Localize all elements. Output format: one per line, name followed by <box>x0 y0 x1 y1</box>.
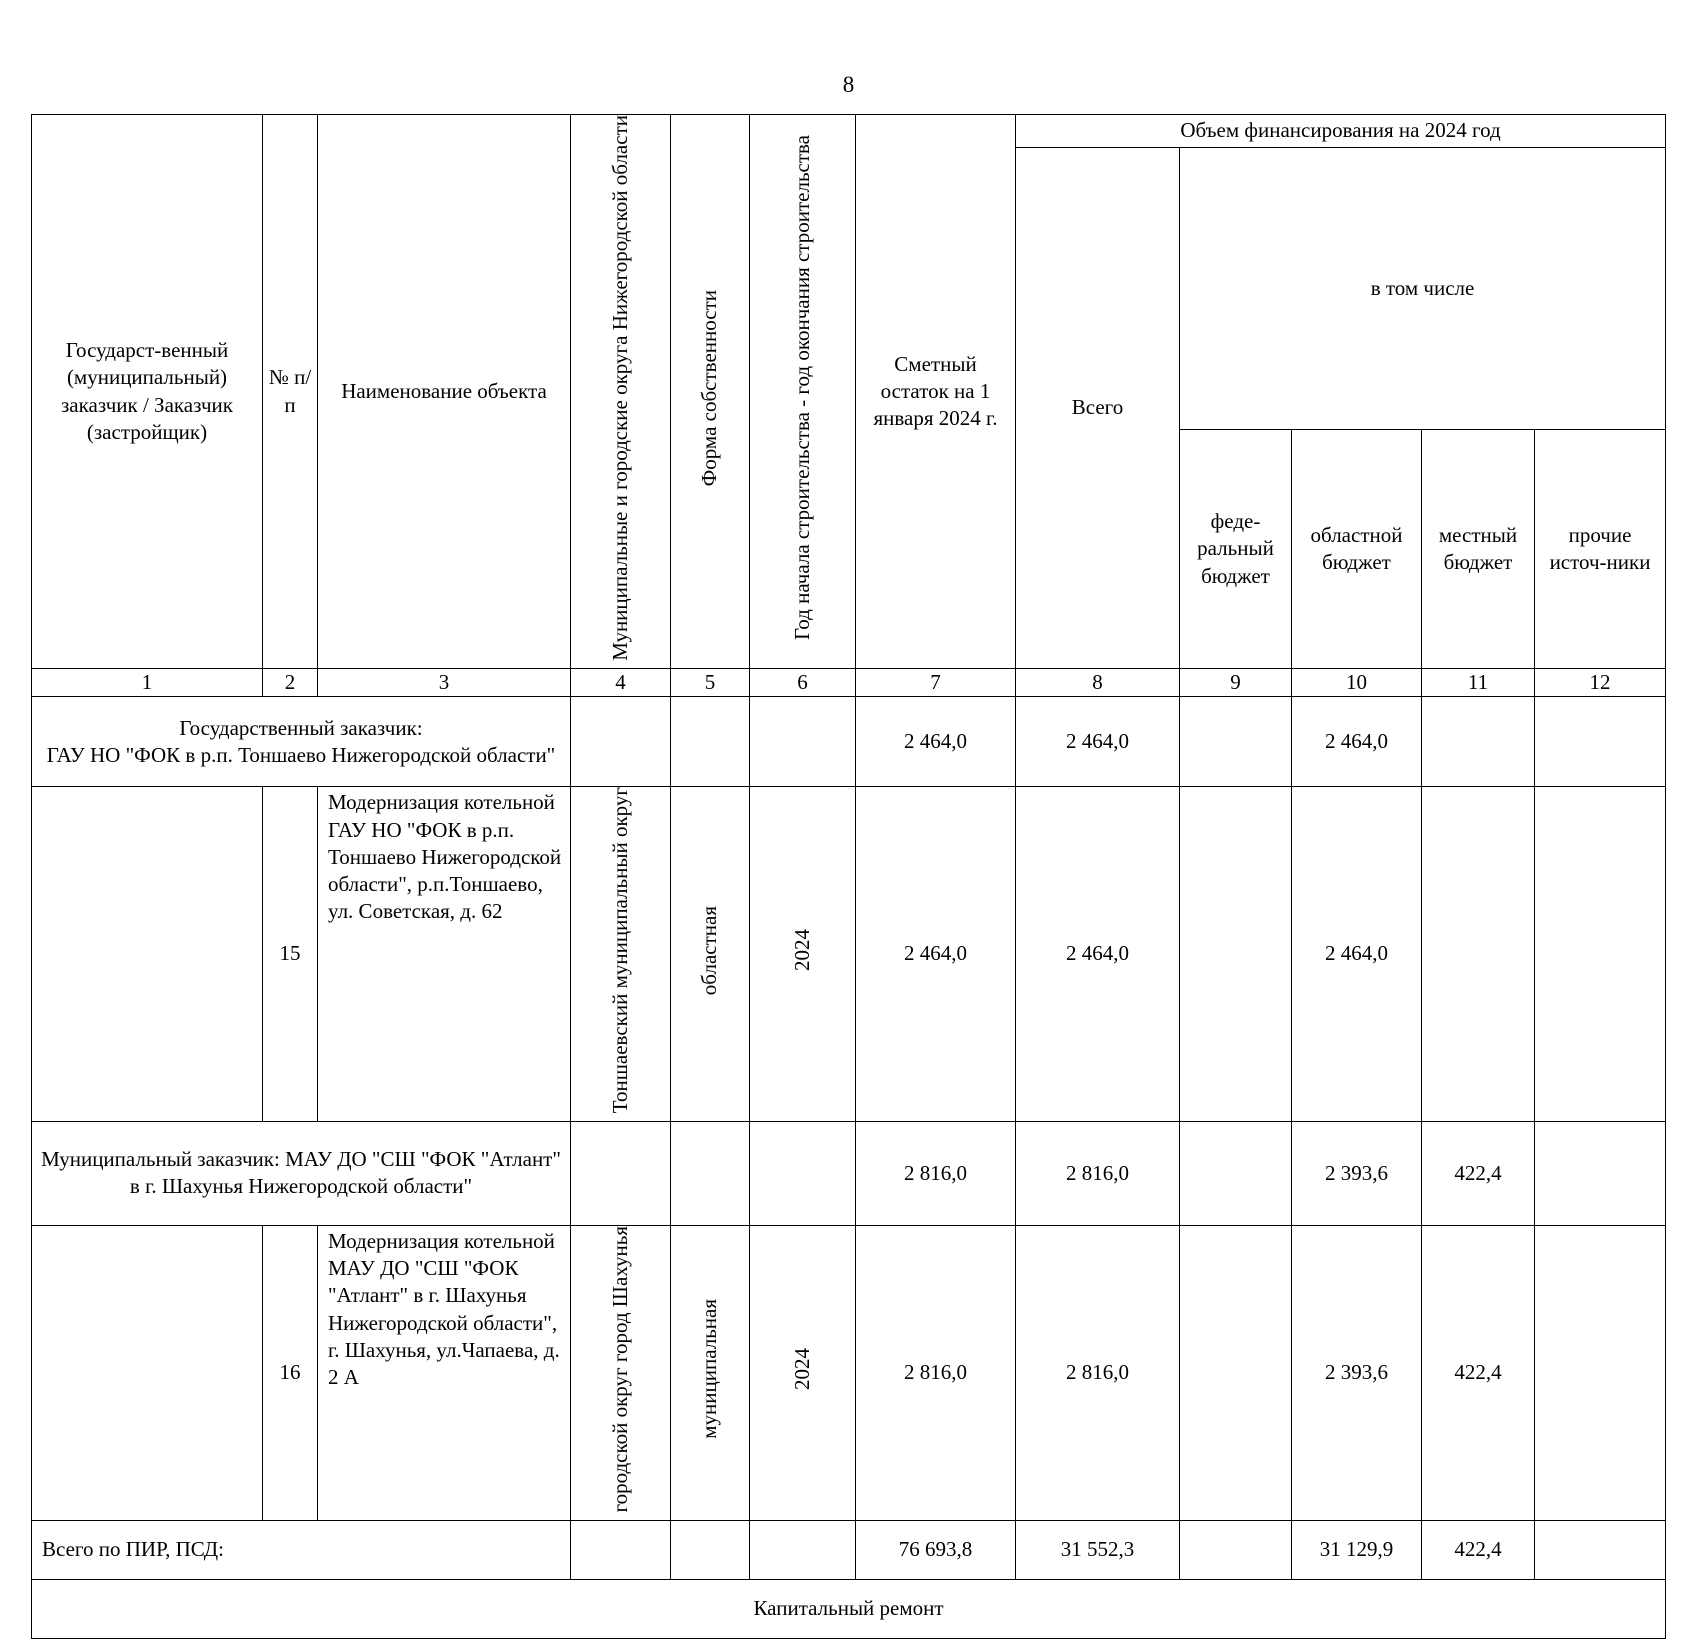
district-text: Тоншаевский муниципальный округ <box>607 787 632 1114</box>
object-name: Модернизация котельной МАУ ДО "СШ "ФОК "Атлант" в г. Шахунья Нижегородской области", г. Шахунья, ул.Чапаева, д. 2 А <box>318 1225 571 1520</box>
district-cell <box>571 787 671 1122</box>
group-label: Государственный заказчик: ГАУ НО "ФОК в р.п. Тоншаево Нижегородской области" <box>32 697 571 787</box>
total-cell: 2 464,0 <box>1016 787 1180 1122</box>
federal-cell <box>1180 1520 1292 1579</box>
district-cell <box>571 1225 671 1520</box>
group-row-municipal-customer <box>32 1121 1666 1225</box>
regional-cell: 31 129,9 <box>1292 1520 1422 1579</box>
estimate-cell: 76 693,8 <box>856 1520 1016 1579</box>
year-text: 2024 <box>789 1348 814 1391</box>
empty-cell <box>671 1520 750 1579</box>
empty-cell <box>750 697 856 787</box>
federal-cell <box>1180 787 1292 1122</box>
ownership-text: областная <box>697 905 722 996</box>
section-row <box>32 1579 1666 1638</box>
estimate-cell: 2 464,0 <box>856 697 1016 787</box>
object-row-15 <box>32 787 1666 1122</box>
other-cell <box>1535 1520 1666 1579</box>
subtotal-label: Всего по ПИР, ПСД: <box>32 1520 571 1579</box>
header-ownership-text: Форма собственности <box>697 289 722 487</box>
empty-cell <box>750 1121 856 1225</box>
total-cell: 2 816,0 <box>1016 1225 1180 1520</box>
empty-cell <box>571 697 671 787</box>
year-cell <box>750 1225 856 1520</box>
object-name: Модернизация котельной ГАУ НО "ФОК в р.п. Тоншаево Нижегородской области", р.п.Тоншаево, ул. Советская, д. 62 <box>318 787 571 1122</box>
column-number-row <box>32 669 1666 697</box>
year-text: 2024 <box>789 929 814 972</box>
empty-cell <box>571 1520 671 1579</box>
local-cell <box>1422 787 1535 1122</box>
estimate-cell: 2 816,0 <box>856 1121 1016 1225</box>
column-number: 9 <box>1180 669 1292 697</box>
header-local: местный бюджет <box>1422 430 1535 669</box>
header-federal: феде-ральный бюджет <box>1180 430 1292 669</box>
estimate-cell: 2 816,0 <box>856 1225 1016 1520</box>
header-years-text: Год начала строительства - год окончания строительства <box>789 135 814 641</box>
empty-cell <box>671 1121 750 1225</box>
item-number: 15 <box>263 787 318 1122</box>
other-cell <box>1535 1225 1666 1520</box>
column-number: 2 <box>263 669 318 697</box>
local-cell <box>1422 697 1535 787</box>
item-number: 16 <box>263 1225 318 1520</box>
header-regional: областной бюджет <box>1292 430 1422 669</box>
federal-cell <box>1180 1121 1292 1225</box>
empty-cell <box>32 787 263 1122</box>
header-customer: Государст-венный (муниципальный) заказчик / Заказчик (застройщик) <box>32 115 263 669</box>
regional-cell: 2 464,0 <box>1292 787 1422 1122</box>
header-row-1 <box>32 115 1666 148</box>
other-cell <box>1535 1121 1666 1225</box>
estimate-cell: 2 464,0 <box>856 787 1016 1122</box>
empty-cell <box>750 1520 856 1579</box>
header-estimate: Сметный остаток на 1 января 2024 г. <box>856 115 1016 669</box>
header-years <box>750 115 856 669</box>
column-number: 6 <box>750 669 856 697</box>
local-cell: 422,4 <box>1422 1121 1535 1225</box>
section-label: Капитальный ремонт <box>32 1579 1666 1638</box>
column-number: 10 <box>1292 669 1422 697</box>
federal-cell <box>1180 697 1292 787</box>
empty-cell <box>32 1225 263 1520</box>
header-funding-group: Объем финансирования на 2024 год <box>1016 115 1666 148</box>
local-cell: 422,4 <box>1422 1225 1535 1520</box>
header-including: в том числе <box>1180 148 1666 430</box>
header-total: Всего <box>1016 148 1180 669</box>
empty-cell <box>671 697 750 787</box>
column-number: 7 <box>856 669 1016 697</box>
total-cell: 31 552,3 <box>1016 1520 1180 1579</box>
year-cell <box>750 787 856 1122</box>
header-districts <box>571 115 671 669</box>
column-number: 4 <box>571 669 671 697</box>
total-cell: 2 816,0 <box>1016 1121 1180 1225</box>
column-number: 8 <box>1016 669 1180 697</box>
local-cell: 422,4 <box>1422 1520 1535 1579</box>
financing-table <box>31 114 1666 1639</box>
group-row-state-customer <box>32 697 1666 787</box>
column-number: 1 <box>32 669 263 697</box>
column-number: 11 <box>1422 669 1535 697</box>
total-cell: 2 464,0 <box>1016 697 1180 787</box>
column-number: 12 <box>1535 669 1666 697</box>
regional-cell: 2 393,6 <box>1292 1121 1422 1225</box>
ownership-cell <box>671 787 750 1122</box>
ownership-cell <box>671 1225 750 1520</box>
header-districts-text: Муниципальные и городские округа Нижегородской области <box>607 115 632 661</box>
object-row-16 <box>32 1225 1666 1520</box>
regional-cell: 2 393,6 <box>1292 1225 1422 1520</box>
column-number: 3 <box>318 669 571 697</box>
other-cell <box>1535 697 1666 787</box>
other-cell <box>1535 787 1666 1122</box>
page-number: 8 <box>842 72 855 97</box>
header-ownership <box>671 115 750 669</box>
column-number: 5 <box>671 669 750 697</box>
group-label: Муниципальный заказчик: МАУ ДО "СШ "ФОК "Атлант" в г. Шахунья Нижегородской области" <box>32 1121 571 1225</box>
subtotal-row <box>32 1520 1666 1579</box>
empty-cell <box>571 1121 671 1225</box>
header-object-name: Наименование объекта <box>318 115 571 669</box>
ownership-text: муниципальная <box>697 1299 722 1439</box>
federal-cell <box>1180 1225 1292 1520</box>
regional-cell: 2 464,0 <box>1292 697 1422 787</box>
district-text: городской округ город Шахунья <box>607 1225 632 1513</box>
header-other: прочие источ-ники <box>1535 430 1666 669</box>
header-num: № п/п <box>263 115 318 669</box>
